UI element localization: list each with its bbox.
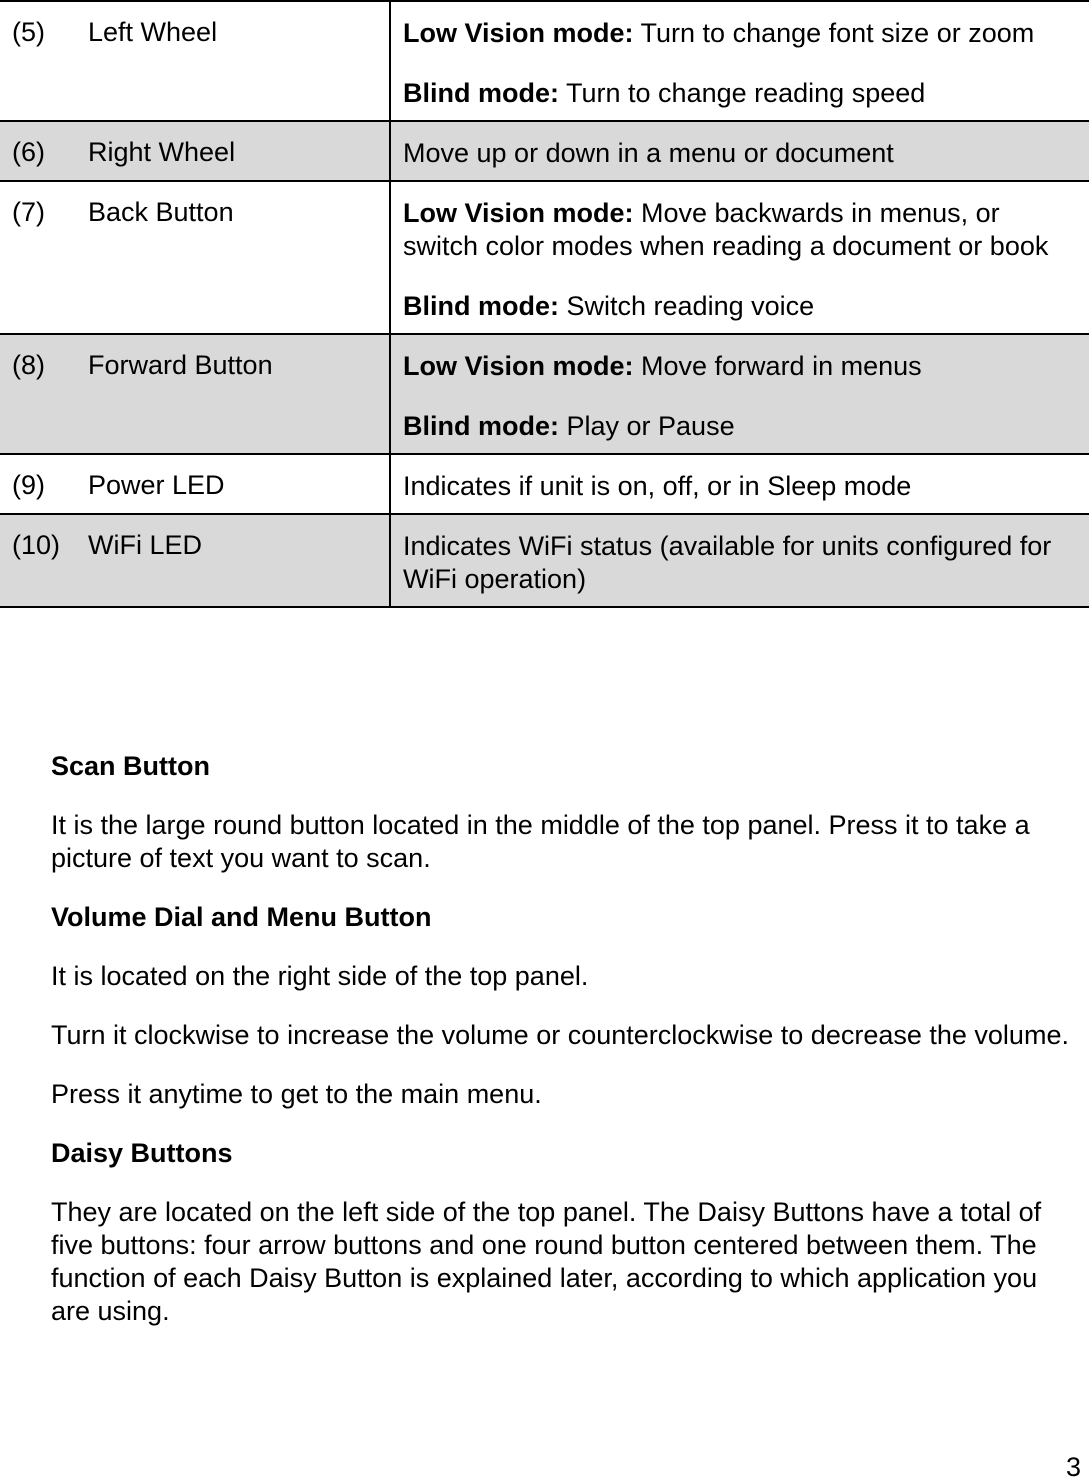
function-cell [390, 181, 1089, 334]
control-number: (5) [12, 17, 45, 47]
control-name: Power LED [88, 470, 225, 500]
function-line [403, 197, 1079, 263]
control-name: WiFi LED [88, 530, 202, 560]
control-name: Back Button [88, 197, 234, 227]
mode-label: Blind mode: [403, 78, 559, 108]
control-cell [0, 1, 390, 121]
function-line [403, 410, 1079, 443]
control-number: (8) [12, 350, 45, 380]
mode-label: Low Vision mode: [403, 351, 634, 381]
function-line [403, 350, 1079, 383]
control-name: Left Wheel [88, 17, 218, 47]
page-number: 3 [1065, 1452, 1081, 1482]
function-cell [390, 121, 1089, 181]
paragraph: Press it anytime to get to the main menu. [51, 1079, 542, 1109]
control-cell [0, 121, 390, 181]
paragraph: They are located on the left side of the top panel. The Daisy Buttons have a total of five buttons: four arrow buttons and one round button centered between them. The function of each Daisy Button is explained later, according to which application you are using. [51, 1197, 1042, 1326]
mode-label: Blind mode: [403, 291, 559, 321]
table-row-power-led [0, 454, 1089, 514]
function-line [403, 470, 1079, 503]
body-content [51, 750, 1083, 1328]
control-name: Forward Button [88, 350, 273, 380]
function-line [403, 77, 1079, 110]
section-title-daisy-buttons: Daisy Buttons [51, 1138, 233, 1168]
control-number: (7) [12, 197, 45, 227]
mode-text: Play or Pause [559, 411, 735, 441]
table-row-back-button [0, 181, 1089, 334]
paragraph: Turn it clockwise to increase the volume or counterclockwise to decrease the volume. [51, 1020, 1069, 1050]
control-cell [0, 514, 390, 607]
mode-label: Blind mode: [403, 411, 559, 441]
mode-text: Indicates if unit is on, off, or in Sleep mode [403, 471, 912, 501]
function-cell [390, 514, 1089, 607]
function-cell [390, 1, 1089, 121]
function-line [403, 17, 1079, 50]
controls-table-body [0, 1, 1089, 607]
control-cell [0, 454, 390, 514]
mode-label: Low Vision mode: [403, 18, 634, 48]
mode-text: Move forward in menus [633, 351, 922, 381]
table-row-wifi-led [0, 514, 1089, 607]
control-number: (10) [12, 530, 61, 560]
control-cell [0, 334, 390, 454]
table-row-right-wheel [0, 121, 1089, 181]
control-name: Right Wheel [88, 137, 236, 167]
section-title-volume-dial: Volume Dial and Menu Button [51, 902, 432, 932]
mode-text: Move up or down in a menu or document [403, 138, 894, 168]
function-cell [390, 454, 1089, 514]
mode-text: Switch reading voice [559, 291, 815, 321]
table-row-forward-button [0, 334, 1089, 454]
paragraph: It is located on the right side of the top panel. [51, 961, 589, 991]
function-line [403, 290, 1079, 323]
paragraph: It is the large round button located in the middle of the top panel. Press it to take a picture of text you want to scan. [51, 810, 1030, 873]
function-line [403, 137, 1079, 170]
function-line [403, 530, 1079, 596]
controls-table [0, 0, 1089, 608]
mode-text: Turn to change font size or zoom [633, 18, 1035, 48]
mode-text: Indicates WiFi status (available for units configured for WiFi operation) [403, 531, 1052, 594]
table-row-left-wheel [0, 1, 1089, 121]
control-cell [0, 181, 390, 334]
mode-text: Move backwards in menus, or switch color modes when reading a document or book [403, 198, 1049, 261]
mode-text: Turn to change reading speed [559, 78, 926, 108]
section-title-scan-button: Scan Button [51, 751, 210, 781]
control-number: (9) [12, 470, 45, 500]
control-number: (6) [12, 137, 45, 167]
function-cell [390, 334, 1089, 454]
mode-label: Low Vision mode: [403, 198, 634, 228]
